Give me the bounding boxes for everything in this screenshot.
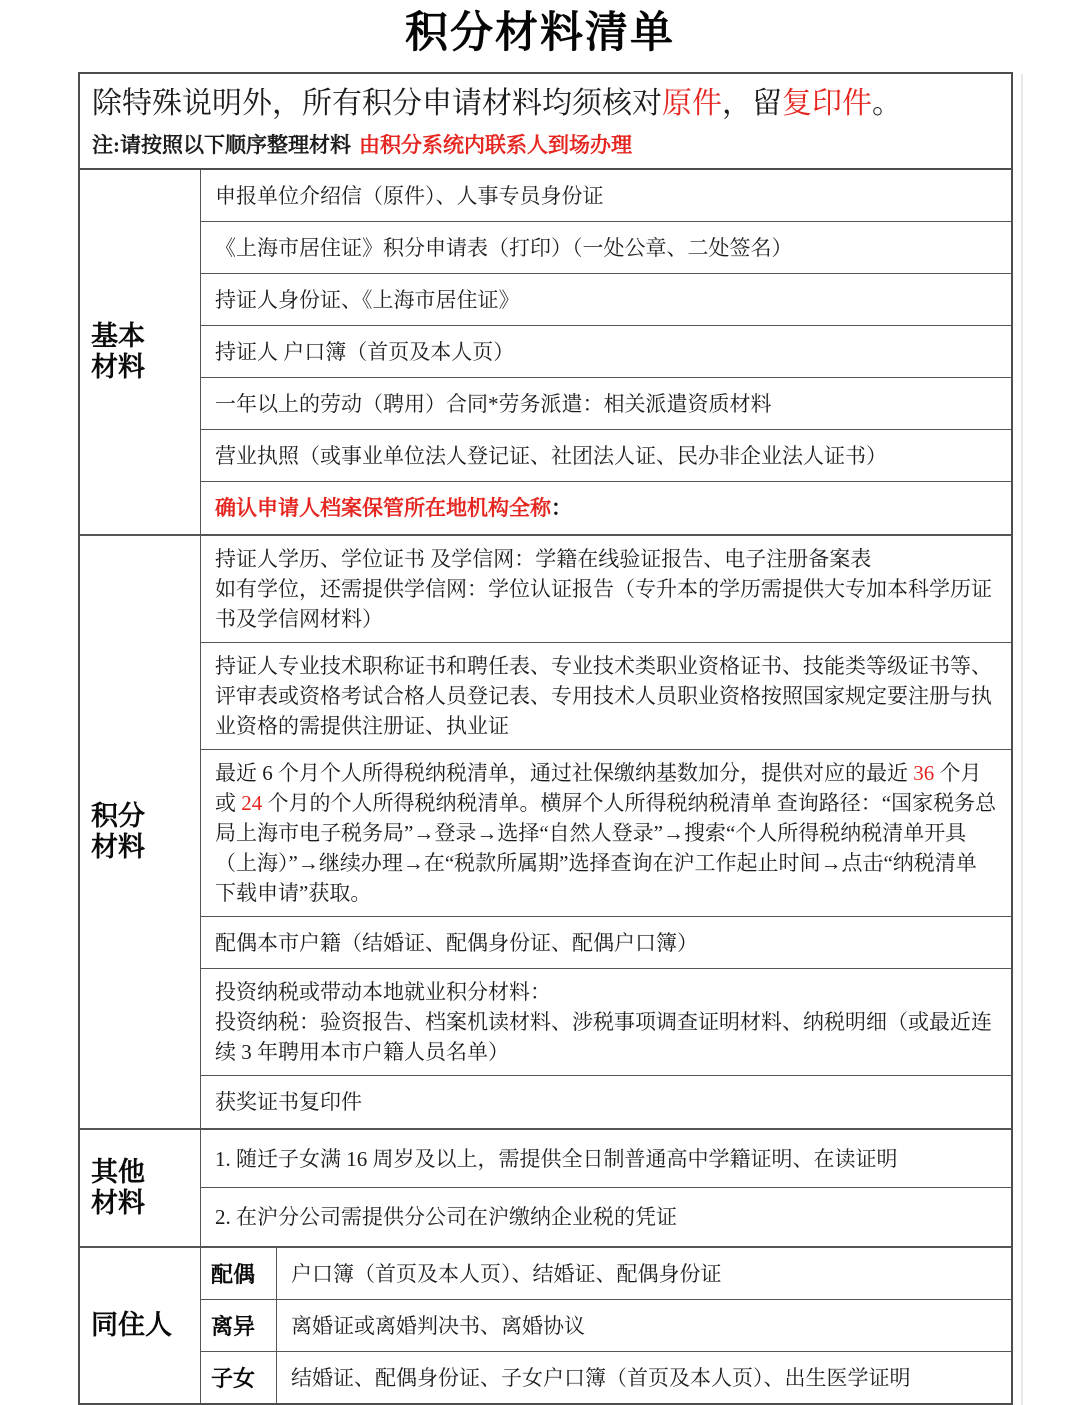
table-row-tax-statement — [201, 750, 1011, 917]
table-row-professional-title — [201, 643, 1011, 750]
notice-order-text: 注:请按照以下顺序整理材料 — [92, 133, 351, 157]
cohabitant-tag-spouse: 配偶 — [201, 1248, 277, 1299]
notice-contact-highlight: 由积分系统内联系人到场办理 — [359, 133, 632, 157]
row-text: 持证人学历、学位证书 及学信网：学籍在线验证报告、电子注册备案表 — [215, 547, 872, 571]
row-text: 如有学位，还需提供学信网：学位认证报告（专升本的学历需提供大专加本科学历证书及学信网材料） — [215, 577, 992, 631]
section-label-line: 材料 — [91, 352, 145, 382]
notice-original-highlight: 原件 — [662, 87, 722, 120]
section-label-line: 其他 — [91, 1157, 145, 1187]
row-text: 持证人身份证、《上海市居住证》 — [215, 287, 520, 312]
row-text: 投资纳税：验资报告、档案机读材料、涉税事项调查证明材料、纳税明细（或最近连续 3 年聘用本市户籍人员名单） — [215, 1010, 992, 1064]
section-label-line: 材料 — [91, 1188, 145, 1218]
basic-rows — [201, 170, 1011, 534]
table-row-divorced — [201, 1300, 1011, 1352]
table-row — [201, 326, 1011, 378]
cohabitant-rows — [201, 1248, 1011, 1403]
row-text: 申报单位介绍信（原件）、人事专员身份证 — [215, 183, 604, 208]
section-label-line: 材料 — [91, 832, 145, 862]
tax-text: 个月或 — [215, 761, 982, 815]
checklist-table — [78, 170, 1013, 1405]
table-row — [201, 274, 1011, 326]
row-text: 2. 在沪分公司需提供分公司在沪缴纳企业税的凭证 — [215, 1205, 677, 1229]
row-text: 结婚证、配偶身份证、子女户口簿（首页及本人页）、出生医学证明 — [291, 1365, 911, 1390]
tax-text: 最近 6 个月个人所得税纳税清单，通过社保缴纳基数加分，提供对应的最近 — [215, 761, 914, 785]
table-row-education — [201, 536, 1011, 643]
section-label-line: 积分 — [91, 801, 145, 831]
table-row — [201, 430, 1011, 482]
notice-text: 除特殊说明外，所有积分申请材料均须核对 — [92, 87, 662, 120]
table-row-investment-tax — [201, 969, 1011, 1076]
notice-box — [78, 72, 1013, 170]
row-text — [215, 758, 997, 908]
row-text: 投资纳税或带动本地就业积分材料： — [215, 980, 551, 1004]
materials-checklist — [78, 72, 1013, 1405]
row-text: 获奖证书复印件 — [215, 1090, 362, 1114]
table-row — [201, 1130, 1011, 1188]
row-text: 持证人专业技术职称证书和聘任表、专业技术类职业资格证书、技能类等级证书等、评审表或资格考试合格人员登记表、专用技术人员职业资格按照国家规定要注册与执业资格的需提供注册证、执业证 — [215, 654, 992, 738]
row-text: 配偶本市户籍（结婚证、配偶身份证、配偶户口簿） — [215, 930, 698, 955]
notice-sub-line — [92, 133, 999, 157]
table-row — [201, 1188, 1011, 1246]
row-text: 持证人 户口簿（首页及本人页） — [215, 339, 515, 364]
page-title: 积分材料清单 — [405, 10, 675, 57]
table-row-award-certificate — [201, 1076, 1011, 1128]
table-row — [201, 222, 1011, 274]
points-rows — [201, 536, 1011, 1128]
archive-confirm-highlight: 确认申请人档案保管所在地机构全称 — [215, 496, 551, 520]
section-label-line: 基本 — [91, 321, 145, 351]
table-row-archive-confirm — [201, 482, 1011, 534]
row-text: 户口簿（首页及本人页）、结婚证、配偶身份证 — [291, 1261, 722, 1286]
notice-text: 。 — [872, 87, 902, 120]
row-text: 一年以上的劳动（聘用）合同*劳务派遣：相关派遣资质材料 — [215, 391, 772, 416]
row-text: 1. 随迁子女满 16 周岁及以上，需提供全日制普通高中学籍证明、在读证明 — [215, 1146, 898, 1171]
tax-text: 个月的个人所得税纳税清单。横屏个人所得税纳税清单 查询路径：“国家税务总局上海市电子税务局”→登录→选择“自然人登录”→搜索“个人所得税纳税清单开具（上海）”→继续办理→在“税款所属期”选择查询在沪工作起止时间→点击“纳税清单下载申请”获取。 — [215, 791, 997, 905]
tax-months-36-highlight: 36 — [913, 761, 935, 785]
section-label-other — [80, 1130, 201, 1246]
table-row — [201, 170, 1011, 222]
section-points-materials — [80, 536, 1011, 1130]
tax-months-24-highlight: 24 — [241, 791, 263, 815]
section-label-points — [80, 536, 201, 1128]
notice-main-line — [92, 86, 999, 122]
section-cohabitants — [80, 1248, 1011, 1403]
section-label-cohabitants — [80, 1248, 201, 1403]
section-other-materials — [80, 1130, 1011, 1248]
table-row — [201, 378, 1011, 430]
row-text: 离婚证或离婚判决书、离婚协议 — [291, 1313, 585, 1338]
section-basic-materials — [80, 170, 1011, 536]
row-text: 《上海市居住证》积分申请表（打印）（一处公章、二处签名） — [215, 235, 793, 260]
other-rows — [201, 1130, 1011, 1246]
table-row-children — [201, 1352, 1011, 1403]
notice-copy-highlight: 复印件 — [782, 87, 872, 120]
cohabitant-tag-children: 子女 — [201, 1352, 277, 1403]
section-label-line: 同住人 — [91, 1310, 172, 1340]
row-text: 营业执照（或事业单位法人登记证、社团法人证、民办非企业法人证书） — [215, 443, 887, 468]
archive-confirm-colon: ： — [551, 496, 572, 520]
table-row-spouse — [201, 1248, 1011, 1300]
row-text — [215, 493, 997, 523]
cohabitant-tag-divorced: 离异 — [201, 1300, 277, 1351]
section-label-basic — [80, 170, 201, 534]
table-row-spouse-registry — [201, 917, 1011, 969]
scan-artifact-line — [1021, 74, 1023, 1405]
notice-text: ，留 — [722, 87, 782, 120]
